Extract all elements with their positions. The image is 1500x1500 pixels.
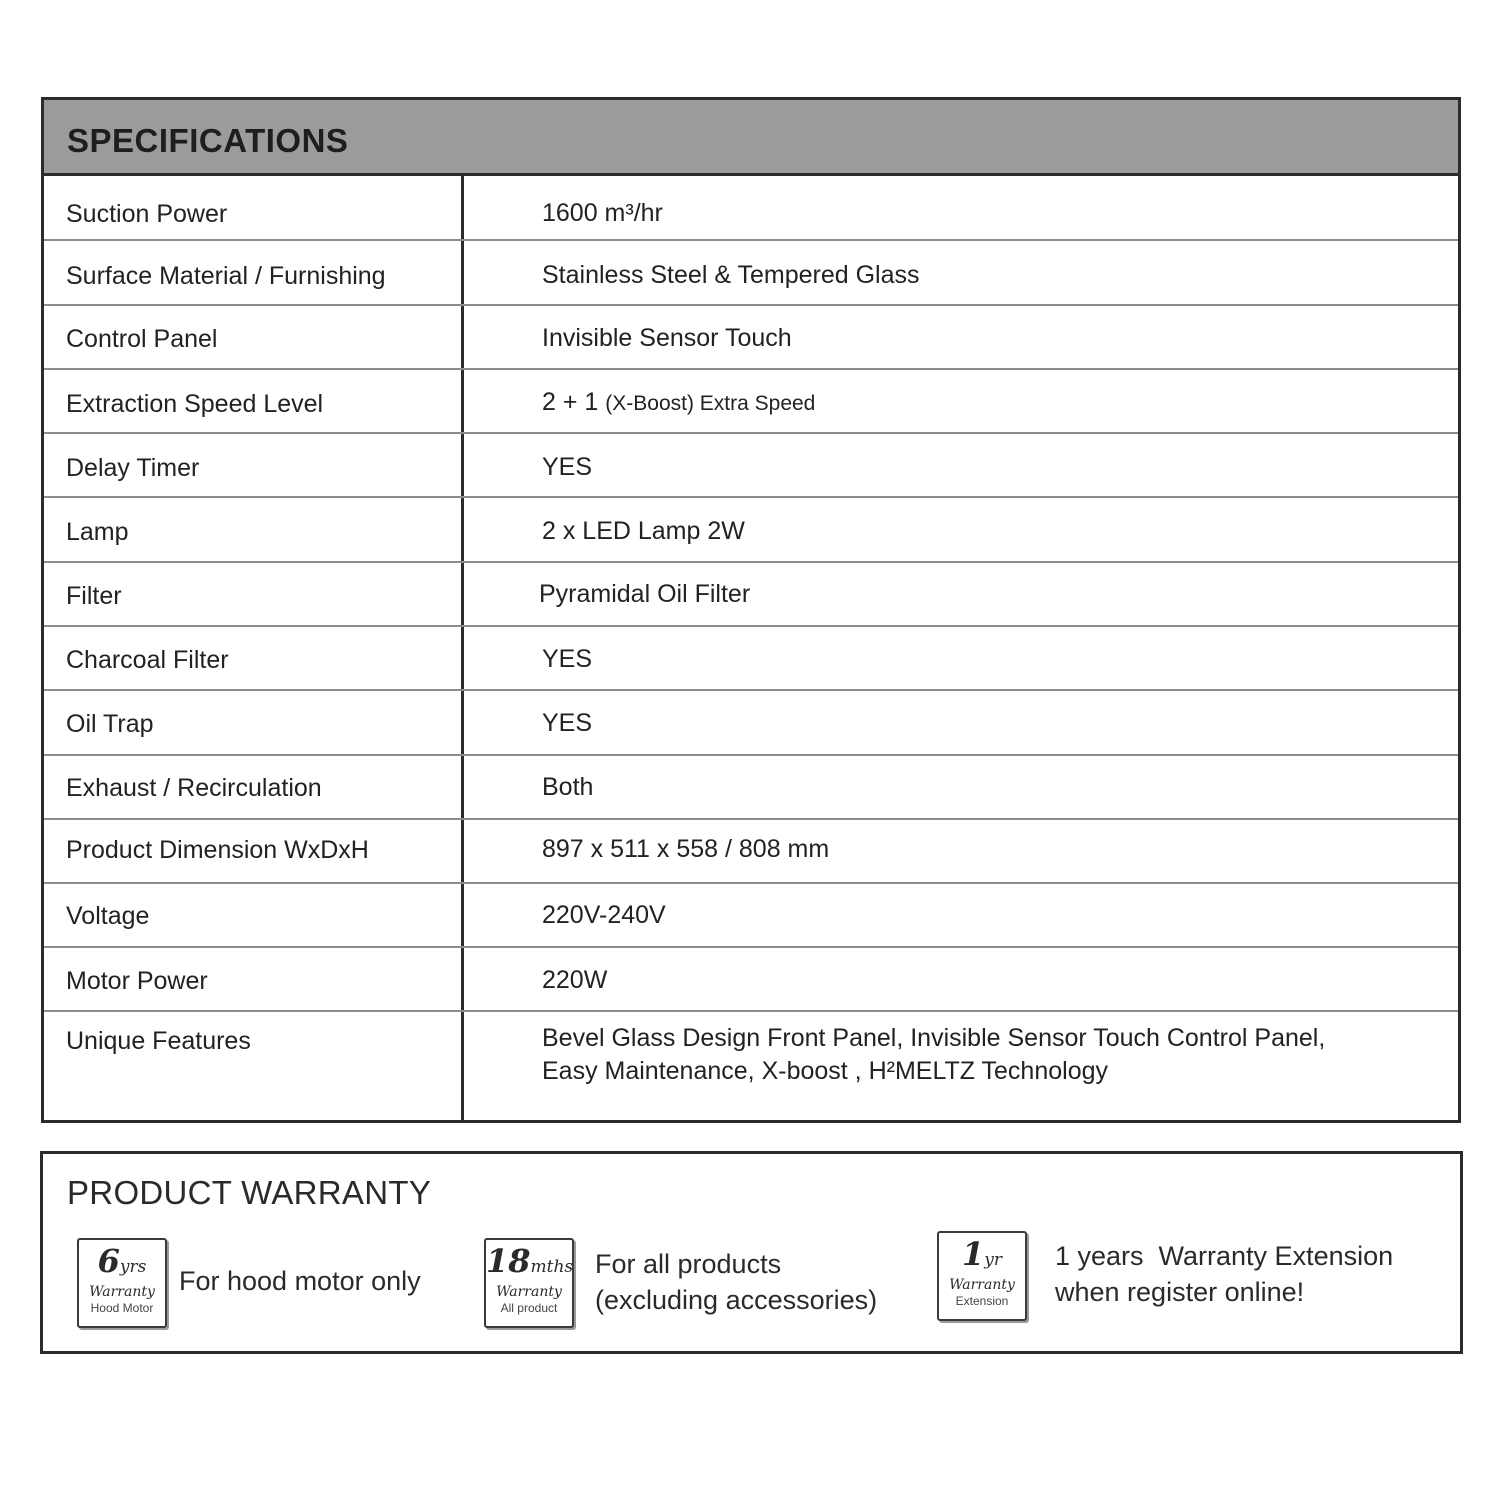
spec-row-charcoal-filter (44, 627, 1458, 691)
spec-row-surface-material (44, 241, 1458, 306)
spec-row-exhaust (44, 756, 1458, 820)
badge-unit: mths (530, 1257, 574, 1277)
spec-label: Surface Material / Furnishing (66, 262, 386, 290)
speed-levels: 2 + 1 (542, 388, 599, 416)
spec-label: Filter (66, 582, 122, 610)
badge-number: 18 (486, 1242, 531, 1280)
warranty-text-line-1: 1 years Warranty Extension (1055, 1241, 1394, 1271)
spec-value (542, 1022, 1422, 1088)
spec-label: Delay Timer (66, 454, 200, 482)
badge-sub: Hood Motor (90, 1301, 154, 1315)
badge-unit: yrs (119, 1257, 147, 1277)
warranty-text-line-1: For hood motor only (179, 1266, 421, 1296)
badge-label: Warranty (949, 1277, 1015, 1293)
product-warranty-box (40, 1151, 1463, 1354)
spec-label: Voltage (66, 902, 150, 930)
speed-extra: (X-Boost) Extra Speed (605, 392, 816, 415)
spec-row-control-panel (44, 306, 1458, 370)
badge-label: Warranty (496, 1284, 562, 1300)
specifications-title: SPECIFICATIONS (67, 122, 349, 159)
spec-row-oil-trap (44, 691, 1458, 756)
spec-row-filter (44, 563, 1458, 627)
spec-row-lamp (44, 498, 1458, 563)
spec-value: 220V-240V (542, 901, 666, 929)
spec-row-suction-power (44, 176, 1458, 241)
warranty-text-hood-motor (179, 1263, 421, 1299)
warranty-badge-18mths-icon (484, 1238, 574, 1328)
warranty-text-line-2: when register online! (1055, 1277, 1305, 1307)
spec-label: Unique Features (66, 1027, 251, 1055)
badge-sub: Extension (955, 1294, 1009, 1308)
spec-value: Pyramidal Oil Filter (539, 580, 751, 608)
spec-value: 1600 m³/hr (542, 199, 663, 227)
badge-number: 6 (97, 1242, 120, 1280)
specifications-header (44, 100, 1458, 176)
spec-value: 897 x 511 x 558 / 808 mm (542, 835, 830, 863)
spec-label: Exhaust / Recirculation (66, 774, 322, 802)
warranty-text-line-1: For all products (595, 1249, 782, 1279)
spec-label: Control Panel (66, 325, 218, 353)
spec-label: Extraction Speed Level (66, 390, 324, 418)
features-line-2: Easy Maintenance, X-boost , H²MELTZ Technology (542, 1057, 1109, 1085)
spec-row-voltage (44, 884, 1458, 948)
spec-value: 220W (542, 966, 608, 994)
warranty-badge-6yrs-icon (77, 1238, 167, 1328)
warranty-text-extension (1055, 1238, 1393, 1310)
badge-label: Warranty (89, 1284, 155, 1300)
badge-unit: yr (984, 1250, 1002, 1270)
spec-value: Stainless Steel & Tempered Glass (542, 261, 920, 289)
spec-label: Charcoal Filter (66, 646, 229, 674)
spec-label: Lamp (66, 518, 129, 546)
spec-value: YES (542, 709, 593, 737)
spec-row-motor-power (44, 948, 1458, 1012)
spec-row-delay-timer (44, 434, 1458, 498)
badge-number: 1 (962, 1235, 985, 1273)
spec-row-dimension (44, 820, 1458, 884)
spec-label: Product Dimension WxDxH (66, 836, 369, 864)
warranty-badge-1yr-icon (937, 1231, 1027, 1321)
warranty-text-all-products (595, 1246, 877, 1318)
spec-value: Invisible Sensor Touch (542, 324, 792, 352)
spec-row-unique-features (44, 1012, 1458, 1120)
spec-label: Motor Power (66, 967, 208, 995)
badge-sub: All product (500, 1301, 558, 1315)
spec-value: Both (542, 773, 594, 801)
spec-value: 2 x LED Lamp 2W (542, 517, 745, 545)
specifications-table (41, 97, 1461, 1123)
features-line-1: Bevel Glass Design Front Panel, Invisible Sensor Touch Control Panel, (542, 1024, 1326, 1052)
spec-label: Oil Trap (66, 710, 154, 738)
spec-row-extraction-speed (44, 370, 1458, 434)
warranty-text-line-2: (excluding accessories) (595, 1285, 878, 1315)
spec-label: Suction Power (66, 200, 228, 228)
warranty-title: PRODUCT WARRANTY (67, 1174, 432, 1211)
spec-value: YES (542, 645, 593, 673)
spec-value: YES (542, 453, 593, 481)
spec-value (542, 386, 815, 420)
